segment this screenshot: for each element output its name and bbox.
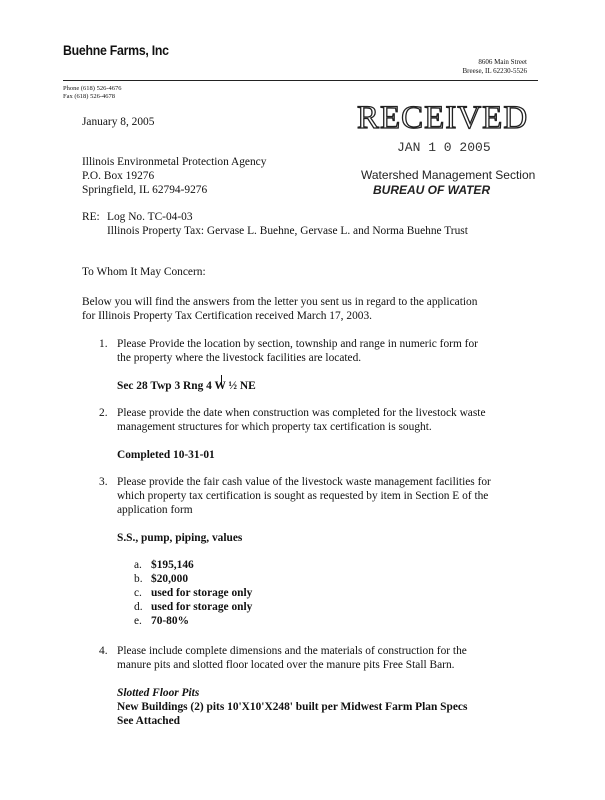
list-value-e: 70-80% — [151, 615, 189, 627]
received-stamp: RECEIVED — [357, 100, 529, 136]
company-name: Buehne Farms, Inc — [63, 42, 169, 58]
item-4-answer-heading: Slotted Floor Pits — [117, 687, 200, 699]
fax-number: Fax (618) 526-4678 — [63, 93, 115, 100]
recipient-line-1: Illinois Environmetal Protection Agency — [82, 156, 267, 168]
salutation: To Whom It May Concern: — [82, 266, 206, 278]
received-stamp-date: JAN 1 0 2005 — [397, 140, 491, 155]
item-4-answer-note: See Attached — [117, 715, 180, 727]
re-log-number: Log No. TC-04-03 — [107, 211, 193, 223]
list-value-a: $195,146 — [151, 559, 194, 571]
list-value-c: used for storage only — [151, 587, 253, 599]
item-4-question-line-2: manure pits and slotted floor located over the manure pits Free Stall Barn. — [117, 659, 455, 671]
city-address: Breese, IL 62230-5526 — [462, 67, 527, 75]
item-3-answer: S.S., pump, piping, values — [117, 532, 243, 544]
item-4-answer-detail: New Buildings (2) pits 10'X10'X248' built per Midwest Farm Plan Specs — [117, 701, 468, 713]
item-3-question-line-1: Please provide the fair cash value of the livestock waste management facilities for — [117, 476, 491, 488]
letterhead-divider — [63, 80, 538, 81]
list-letter-d: d. — [134, 601, 143, 613]
phone-number: Phone (618) 526-4676 — [63, 85, 122, 92]
intro-line-2: for Illinois Property Tax Certification received March 17, 2003. — [82, 310, 373, 322]
item-2-question-line-2: management structures for which property tax certification is sought. — [117, 421, 432, 433]
item-2-question-line-1: Please provide the date when construction was completed for the livestock waste — [117, 407, 486, 419]
re-label: RE: — [82, 211, 100, 223]
stamp-section: Watershed Management Section — [361, 168, 536, 182]
list-value-d: used for storage only — [151, 601, 253, 613]
list-letter-a: a. — [134, 559, 142, 571]
list-letter-b: b. — [134, 573, 143, 585]
item-1-answer: Sec 28 Twp 3 Rng 4 W ½ NE — [117, 380, 256, 392]
re-subject: Illinois Property Tax: Gervase L. Buehne, Gervase L. and Norma Buehne Trust — [107, 225, 468, 237]
item-1-question-line-1: Please Provide the location by section, township and range in numeric form for — [117, 338, 478, 350]
stamp-bureau: BUREAU OF WATER — [373, 183, 491, 197]
street-address: 8606 Main Street — [478, 58, 527, 66]
item-4-question-line-1: Please include complete dimensions and the materials of construction for the — [117, 645, 467, 657]
item-2-number: 2. — [99, 407, 108, 419]
recipient-line-2: P.O. Box 19276 — [82, 170, 155, 182]
item-4-number: 4. — [99, 645, 108, 657]
list-value-b: $20,000 — [151, 573, 189, 585]
item-3-number: 3. — [99, 476, 108, 488]
recipient-line-3: Springfield, IL 62794-9276 — [82, 184, 208, 196]
intro-line-1: Below you will find the answers from the letter you sent us in regard to the application — [82, 296, 478, 308]
item-3-question-line-2: which property tax certification is sought as requested by item in Section E of the — [117, 490, 489, 502]
item-2-answer: Completed 10-31-01 — [117, 449, 215, 461]
item-1-question-line-2: the property where the livestock facilities are located. — [117, 352, 362, 364]
letter-date: January 8, 2005 — [82, 116, 155, 128]
item-1-number: 1. — [99, 338, 108, 350]
list-letter-c: c. — [134, 587, 142, 599]
item-3-question-line-3: application form — [117, 504, 193, 516]
list-letter-e: e. — [134, 615, 142, 627]
